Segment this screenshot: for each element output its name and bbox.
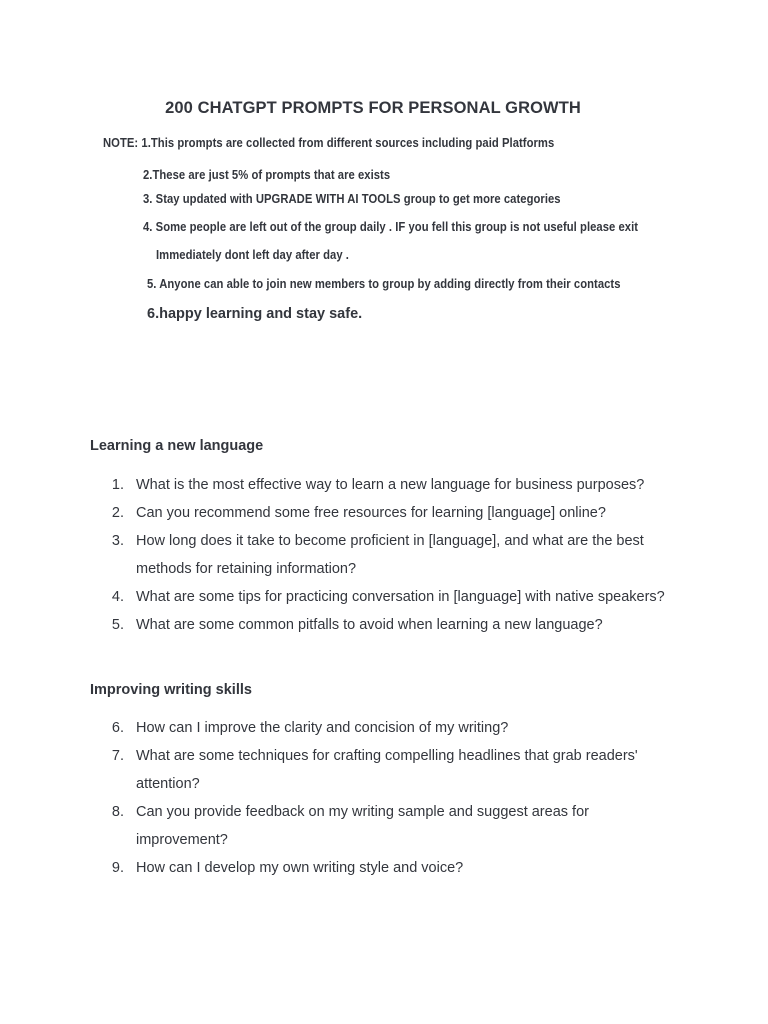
note-line-4: 4. Some people are left out of the group daily . IF you fell this group is not useful please exit <box>143 220 639 234</box>
list-item-text: Can you provide feedback on my writing sample and suggest areas for improvement? <box>136 804 589 848</box>
list-item-number: 9. <box>111 860 124 876</box>
list-item <box>0 854 768 882</box>
list-item <box>0 499 768 527</box>
list-item-text: How long does it take to become proficient in [language], and what are the best methods for retaining information? <box>136 533 644 577</box>
list-item <box>0 471 768 499</box>
section-heading-writing-skills: Improving writing skills <box>90 682 252 698</box>
list-item-text: What is the most effective way to learn a new language for business purposes? <box>136 477 645 493</box>
list-item-text: What are some common pitfalls to avoid when learning a new language? <box>136 617 603 633</box>
section-heading-learning-language: Learning a new language <box>90 438 264 454</box>
note-line-5: 5. Anyone can able to join new members to group by adding directly from their contacts <box>147 277 621 291</box>
list-item-number: 6. <box>111 720 124 736</box>
list-item-text: Can you recommend some free resources for learning [language] online? <box>136 505 606 521</box>
list-item-number: 8. <box>111 804 124 820</box>
list-item <box>0 583 768 611</box>
list-item-number: 3. <box>111 533 124 549</box>
list-item-text: How can I develop my own writing style and voice? <box>136 860 464 876</box>
note-line-3: 3. Stay updated with UPGRADE WITH AI TOOLS group to get more categories <box>143 192 561 206</box>
note-line-1: NOTE: 1.This prompts are collected from different sources including paid Platforms <box>103 136 555 150</box>
note-line-6: 6.happy learning and stay safe. <box>147 306 363 322</box>
page-title: 200 CHATGPT PROMPTS FOR PERSONAL GROWTH <box>165 99 581 117</box>
list-item <box>0 611 768 639</box>
list-item <box>0 527 768 583</box>
list-item-number: 5. <box>111 617 124 633</box>
list-item <box>0 714 768 742</box>
list-item-text: How can I improve the clarity and concision of my writing? <box>136 720 509 736</box>
list-item <box>0 742 768 798</box>
list-item-number: 7. <box>111 748 124 764</box>
prompt-list-writing-skills <box>0 714 768 882</box>
prompt-list-learning-language <box>0 471 768 639</box>
note-line-4-continued: Immediately dont left day after day . <box>156 248 349 262</box>
list-item-number: 2. <box>111 505 124 521</box>
note-line-2: 2.These are just 5% of prompts that are exists <box>143 168 391 182</box>
list-item-number: 1. <box>111 477 124 493</box>
list-item <box>0 798 768 854</box>
list-item-number: 4. <box>111 589 124 605</box>
list-item-text: What are some tips for practicing conversation in [language] with native speakers? <box>136 589 665 605</box>
list-item-text: What are some techniques for crafting compelling headlines that grab readers' attention? <box>136 748 638 792</box>
